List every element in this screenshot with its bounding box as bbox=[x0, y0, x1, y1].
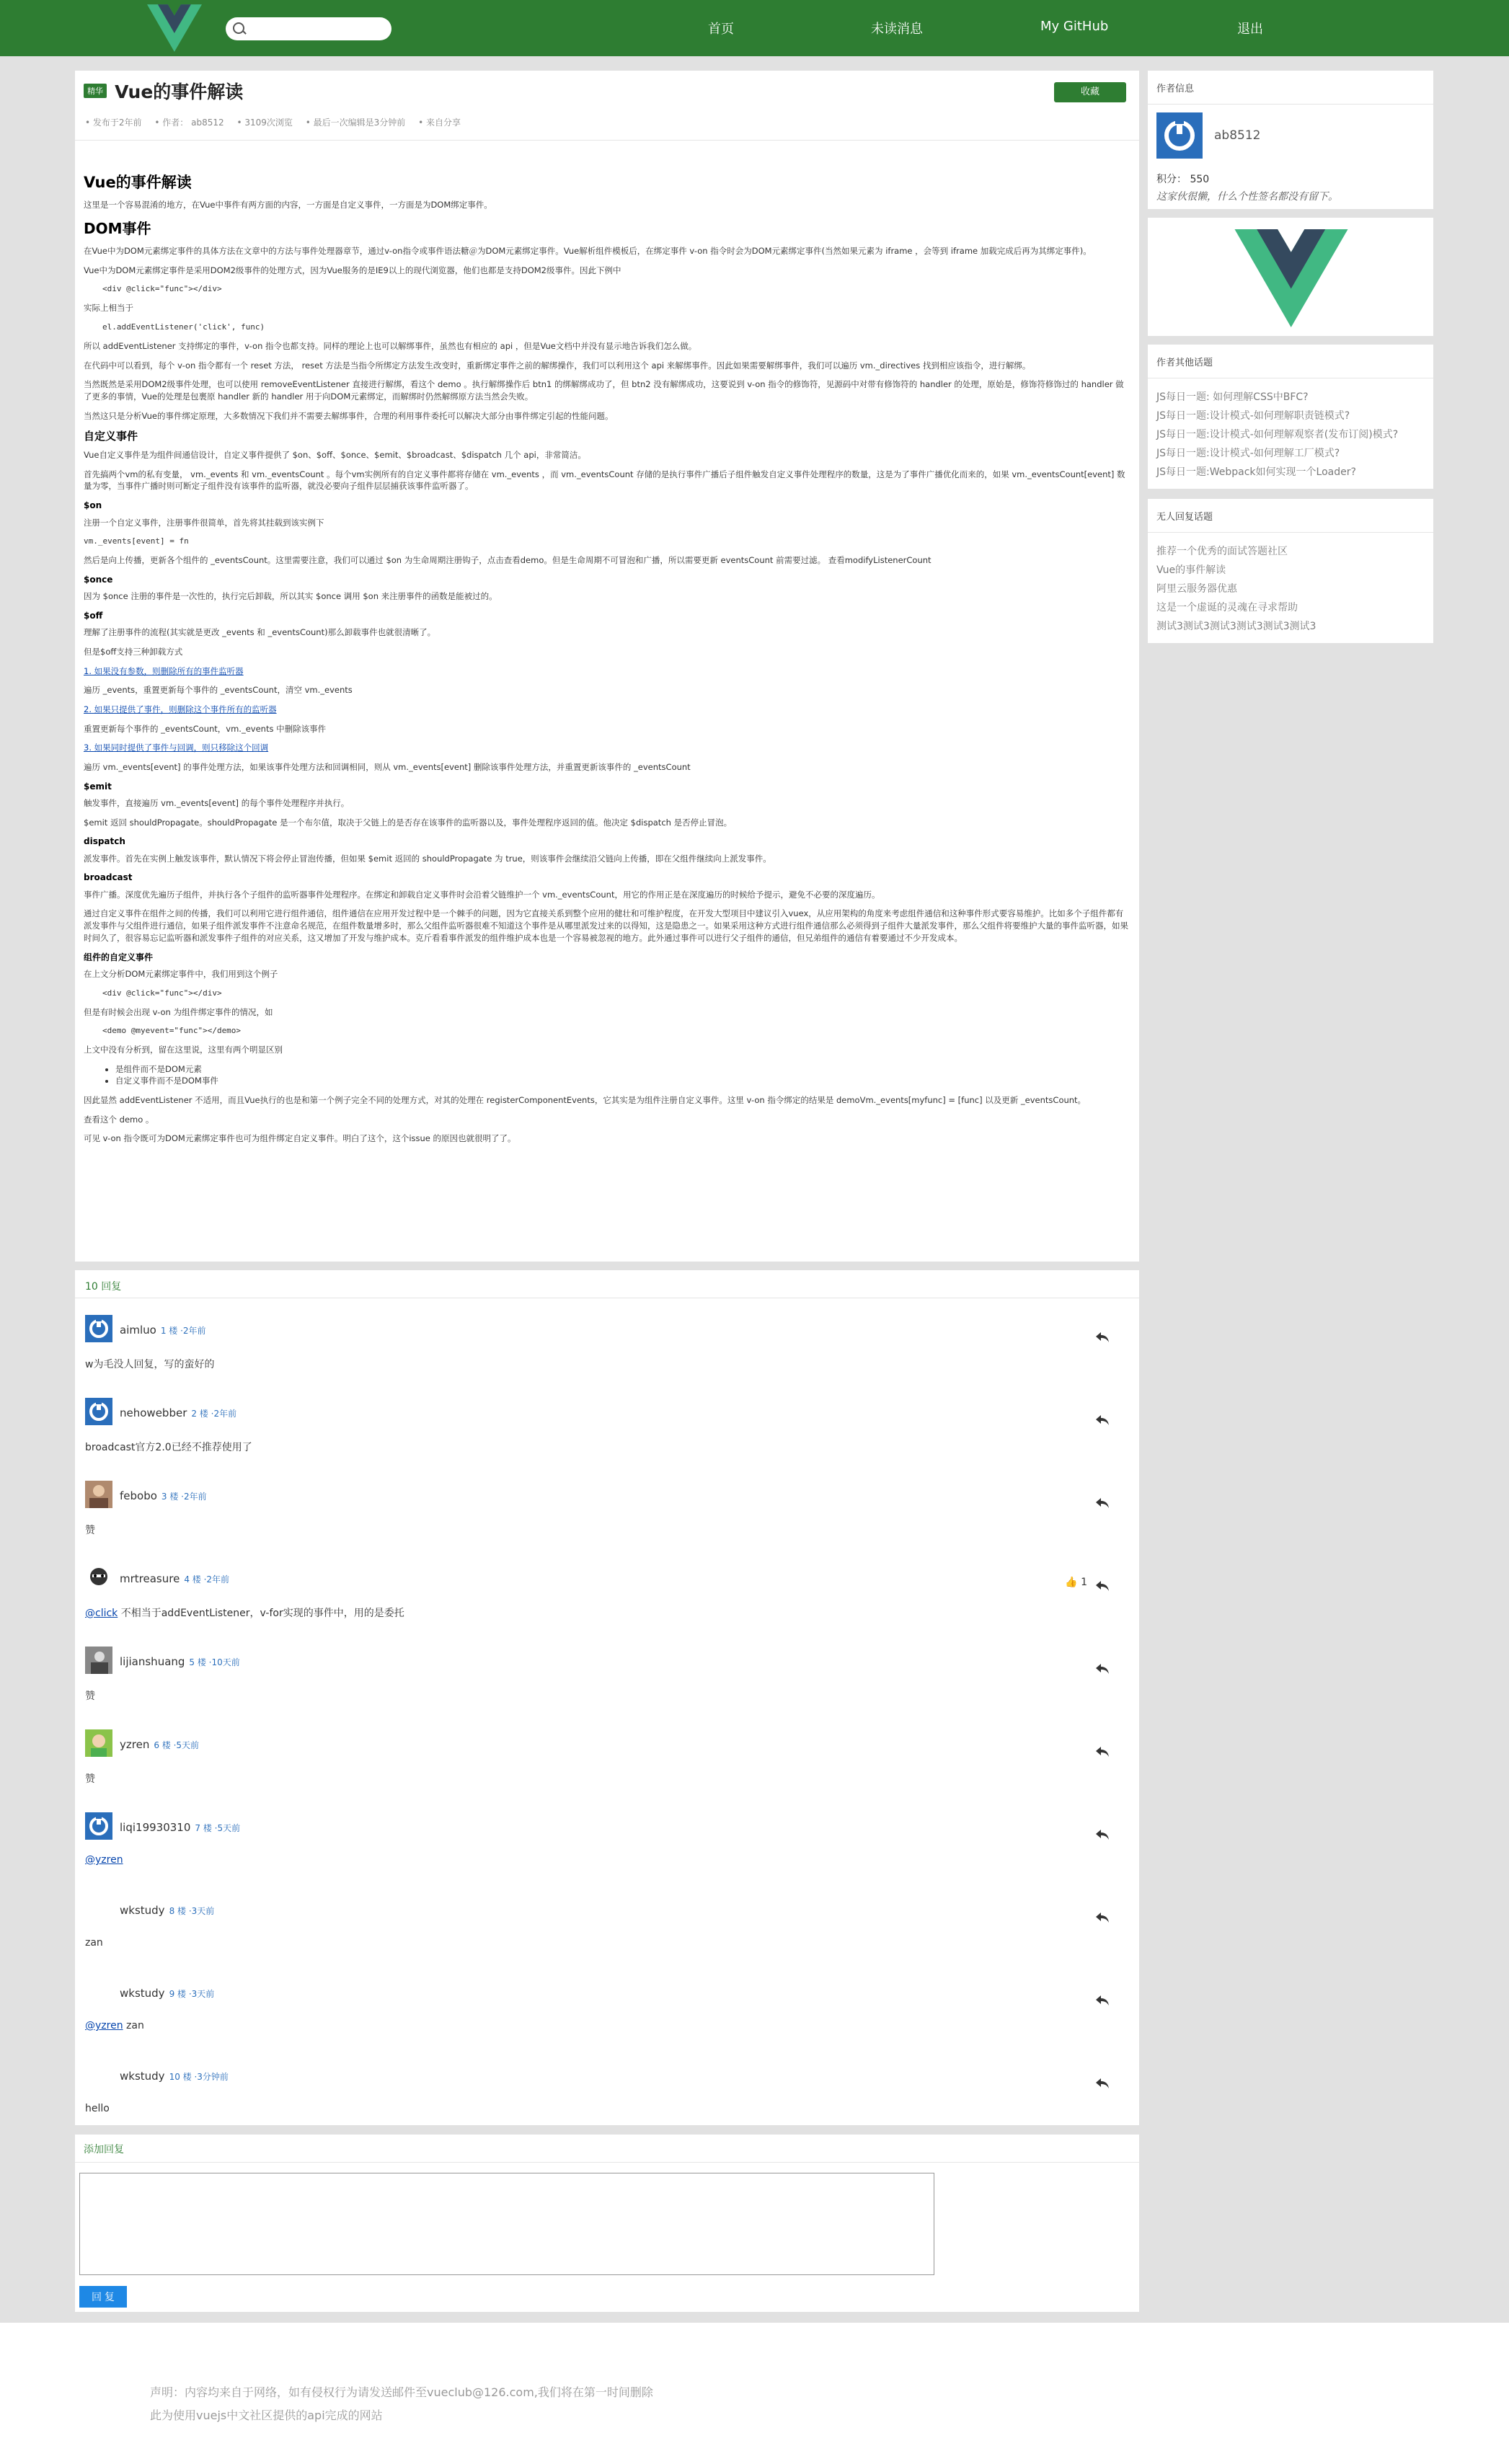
other-topics-list bbox=[1156, 388, 1398, 482]
reply-arrow-icon[interactable] bbox=[1096, 1830, 1109, 1840]
content-paragraph: 派发事件。首先在实例上触发该事件，默认情况下将会停止冒泡传播，但如果 $emit 返回的 shouldPropagate 为 true，则该事件会继续沿父链向上传播，即在父组件继续向上派发事件。 bbox=[84, 853, 771, 864]
search-box[interactable] bbox=[226, 17, 391, 40]
author-info-panel bbox=[1148, 71, 1433, 209]
reply-text: 不相当于addEventListener，v-for实现的事件中，用的是委托 bbox=[118, 1608, 404, 1619]
mention-link[interactable]: @yzren bbox=[85, 1854, 123, 1866]
content-heading: $on bbox=[84, 500, 102, 511]
content-paragraph: 通过自定义事件在组件之间的传播，我们可以利用它进行组件通信，组件通信在应用开发过程中是一个棘手的问题，因为它直接关系到整个应用的健壮和可维护程度，在开发大型项目中建议引入vuex，从应用架构的角度来考虑组件通信和这种事件形式要容易维护。比如多个子组件都有派发事件与父组件进行通信，如果子组件派发事件不注意命名规范，在组件数量增多时，那么父组件监听器很难不知道这个事件是从哪里派发过来的以得知，这是隐患之一。如果采用这种方式进行组件通信那么必须得到子组件大量派发事件，那么父组件将要维护大量的事件监听器，如果时间久了，很容易忘记监听器和派发事件子组件的对应关系，这又增加了开发与维护成本。克斤看看事件派发的组件维护成本也是一个容易被忽视的地方。此外通过事件可以进行父子组件的通信，但兄弟组件的通信有着要通过不少开发成本。 bbox=[84, 908, 1128, 943]
reply-author[interactable] bbox=[120, 1904, 214, 1917]
user-avatar-icon[interactable] bbox=[85, 1398, 112, 1425]
nav-github[interactable]: My GitHub bbox=[1040, 19, 1109, 34]
code-block: <demo @myevent="func"></demo> bbox=[102, 1026, 242, 1036]
topic-content bbox=[84, 172, 1130, 1152]
reply-item bbox=[84, 1729, 1130, 1812]
user-avatar-icon[interactable] bbox=[85, 1729, 112, 1757]
nav-logout[interactable]: 退出 bbox=[1237, 22, 1263, 37]
topic-link[interactable]: 测试3测试3测试3测试3测试3测试3 bbox=[1156, 621, 1316, 632]
reply-submit-button[interactable]: 回 复 bbox=[79, 2286, 127, 2308]
vue-logo-icon bbox=[1234, 229, 1348, 327]
content-paragraph: 可见 v-on 指令既可为DOM元素绑定事件也可为组件绑定自定义事件。明白了这个，这个issue 的原因也就很明了了。 bbox=[84, 1133, 516, 1144]
reply-author-name[interactable]: wkstudy bbox=[120, 2070, 165, 2083]
topic-link[interactable]: JS每日一题:设计模式-如何理解职责链模式? bbox=[1156, 410, 1350, 422]
topic-panel bbox=[75, 71, 1139, 1262]
reply-floor[interactable]: 5 楼 ·10天前 bbox=[189, 1657, 240, 1667]
reply-arrow-icon[interactable] bbox=[1096, 1747, 1109, 1757]
reply-author[interactable] bbox=[120, 1572, 229, 1585]
reply-body bbox=[85, 2103, 110, 2114]
reply-floor[interactable]: 8 楼 ·3天前 bbox=[169, 1906, 215, 1916]
content-paragraph: 在代码中可以看到，每个 v-on 指令都有一个 reset 方法， reset 方法是当指令所绑定方法发生改变时，重新绑定事件之前的解绑操作，我们可以利用这个 api 来解绑事件。因此如果需要解绑事件，我们可以遍历 vm._directives 找到相应该指令，进行解绑。 bbox=[84, 360, 1031, 371]
topic-link[interactable]: JS每日一题: 如何理解CSS中BFC? bbox=[1156, 391, 1309, 403]
list-item: • 是组件而不是DOM元素 bbox=[115, 1063, 1130, 1076]
reply-arrow-icon[interactable] bbox=[1096, 1415, 1109, 1425]
reply-author-name[interactable]: yzren bbox=[120, 1738, 150, 1751]
divider bbox=[1148, 532, 1433, 533]
topic-link[interactable]: 阿里云服务器优惠 bbox=[1156, 583, 1237, 595]
list-item: • 自定义事件而不是DOM事件 bbox=[115, 1075, 1130, 1087]
reply-item bbox=[84, 1895, 1130, 1977]
add-reply-title: 添加回复 bbox=[84, 2144, 124, 2155]
reply-author-name[interactable]: mrtreasure bbox=[120, 1572, 180, 1585]
content-heading: $emit bbox=[84, 781, 112, 792]
topic-link[interactable]: JS每日一题:设计模式-如何理解观察者(发布订阅)模式? bbox=[1156, 429, 1399, 440]
divider bbox=[1148, 104, 1433, 105]
reply-body bbox=[85, 2020, 144, 2031]
reply-floor[interactable]: 4 楼 ·2年前 bbox=[184, 1574, 230, 1585]
nav-unread[interactable]: 未读消息 bbox=[871, 22, 923, 37]
author-motto: 这家伙很懒，什么个性签名都没有留下。 bbox=[1156, 191, 1338, 203]
reply-count: 10 回复 bbox=[85, 1281, 122, 1293]
mention-link[interactable]: @yzren bbox=[85, 2020, 123, 2031]
content-list-item[interactable]: 3. 如果同时提供了事件与回调，则只移除这个回调 bbox=[84, 743, 269, 753]
reply-author[interactable] bbox=[120, 1987, 214, 2000]
reply-floor[interactable]: 1 楼 ·2年前 bbox=[160, 1326, 206, 1336]
meta-source: • 来自分享 bbox=[418, 118, 461, 128]
reply-author-name[interactable]: wkstudy bbox=[120, 1987, 165, 2000]
content-paragraph: Vue自定义事件是为组件间通信设计，自定义事件提供了 $on、$off、$once、$emit、$broadcast、$dispatch 几个 api，非常简洁。 bbox=[84, 450, 586, 461]
topic-link[interactable]: Vue的事件解读 bbox=[1156, 564, 1226, 576]
reply-author[interactable] bbox=[120, 1324, 206, 1337]
content-paragraph: 注册一个自定义事件，注册事件很简单，首先将其挂载到该实例下 bbox=[84, 517, 324, 528]
content-paragraph: 遍历 vm._events[event] 的事件处理方法，如果该事件处理方法和回调相同，则从 vm._events[event] 删除该事件处理方法，并重置更新该事件的 _eventsCount bbox=[84, 761, 691, 772]
divider bbox=[75, 140, 1139, 141]
reply-author-name[interactable]: liqi19930310 bbox=[120, 1821, 191, 1834]
reply-body bbox=[85, 1523, 95, 1537]
topic-link[interactable]: JS每日一题:Webpack如何实现一个Loader? bbox=[1156, 466, 1356, 478]
reply-body bbox=[85, 1854, 123, 1866]
reply-item bbox=[84, 1647, 1130, 1729]
content-paragraph: 事件广播。深度优先遍历子组件，并执行各个子组件的监听器事件处理程序。在绑定和卸载自定义事件时会沿着父链维护一个 vm._eventsCount，用它的作用正是在深度遍历的时候给予提示，避免不必要的深度遍历。 bbox=[84, 889, 880, 900]
content-paragraph: $emit 返回 shouldPropagate。shouldPropagate 是一个布尔值，取决于父链上的是否存在该事件的监听器以及，事件处理程序返回的值。他决定 $dispatch 是否停止冒泡。 bbox=[84, 817, 733, 828]
reply-body bbox=[85, 1771, 95, 1786]
other-topics-title: 作者其他话题 bbox=[1156, 358, 1213, 368]
reply-arrow-icon[interactable] bbox=[1096, 1995, 1109, 2006]
author-avatar-icon[interactable] bbox=[1156, 112, 1203, 159]
reply-item bbox=[84, 1398, 1130, 1480]
reply-floor[interactable]: 10 楼 ·3分钟前 bbox=[169, 2072, 229, 2082]
content-paragraph: 遍历 _events，重置更新每个事件的 _eventsCount，清空 vm._events bbox=[84, 685, 353, 696]
upvote-button[interactable] bbox=[1065, 1577, 1087, 1588]
code-block: el.addEventListener('click', func) bbox=[102, 322, 265, 332]
content-paragraph: 然后是向上传播，更新各个组件的 _eventsCount。这里需要注意，我们可以通过 $on 为生命周期注册钩子，点击查看demo。但是生命周期不可冒泡和广播，所以需要更新 eventsCount 前需要过滤。 查看modifyListenerCount bbox=[84, 555, 931, 566]
user-avatar-icon[interactable] bbox=[85, 1315, 112, 1342]
reply-text: zan bbox=[123, 2020, 144, 2031]
content-heading: 自定义事件 bbox=[84, 430, 138, 443]
reply-author-name[interactable]: wkstudy bbox=[120, 1904, 165, 1917]
reply-author[interactable] bbox=[120, 1489, 207, 1502]
user-avatar-icon[interactable] bbox=[85, 1812, 112, 1840]
meta-posted: • 发布于2年前 bbox=[85, 118, 142, 128]
content-paragraph: 当然既然是采用DOM2级事件处理，也可以使用 removeEventListener 直接进行解绑，看这个 demo 。执行解绑操作后 btn1 的绑解绑成功了，但 btn2 没有解绑成功，这要说到 v-on 指令的修饰符，见源码中对带有修饰符的 handler 的处理，原始是，修饰符修饰过的 handler 做了更多的事情，Vue的处理是包裹原 handler 新的 handler 用于向DOM元素绑定，而解绑时仍然解绑原方法当然会失败。 bbox=[84, 379, 1124, 402]
content-heading: DOM事件 bbox=[84, 220, 151, 238]
content-paragraph: 因此显然 addEventListener 不适用，而且Vue执行的也是和第一个例子完全不同的处理方式，对其的处理在 registerComponentEvents，它其实是为组件注册自定义事件。这里 v-on 指令绑定的结果是 demoVm._events[myfunc] = [func] 以及更新 _eventsCount。 bbox=[84, 1095, 1087, 1106]
reply-text: w为毛没人回复，写的蛮好的 bbox=[85, 1359, 215, 1370]
content-paragraph: 因为 $once 注册的事件是一次性的，执行完后卸载，所以其实 $once 调用 $on 来注册事件的函数是能被过的。 bbox=[84, 591, 497, 602]
replies-panel bbox=[75, 1270, 1139, 2125]
content-paragraph: 所以 addEventListener 支持绑定的事件，v-on 指令也都支持。同样的理论上也可以解绑事件，虽然也有相应的 api ，但是Vue文档中并没有显示地告诉我们怎么做。 bbox=[84, 341, 697, 351]
vue-logo-icon[interactable] bbox=[147, 3, 202, 53]
content-paragraph: 当然这只是分析Vue的事件绑定原理，大多数情况下我们并不需要去解绑事件，合理的利用事件委托可以解决大部分由事件绑定引起的性能问题。 bbox=[84, 410, 614, 421]
search-icon bbox=[233, 22, 244, 34]
reply-arrow-icon[interactable] bbox=[1096, 1332, 1109, 1342]
content-paragraph: 在Vue中为DOM元素绑定事件的具体方法在文章中的方法与事件处理器章节，通过v-on指令或事件语法糖＠为DOM元素绑定事件。Vue解析组件模板后，在绑定事件 v-on 指令时会为DOM元素绑定事件(当然如果元素为 iframe ，会等到 iframe 加载完成后再为其绑定事件)。 bbox=[84, 246, 1092, 257]
reply-arrow-icon[interactable] bbox=[1096, 1581, 1109, 1591]
content-paragraph: 这里是一个容易混淆的地方，在Vue中事件有两方面的内容，一方面是自定义事件，一方面是为DOM绑定事件。 bbox=[84, 200, 492, 210]
content-paragraph: Vue中为DOM元素绑定事件是采用DOM2级事件的处理方式，因为Vue服务的是IE9以上的现代浏览器，他们也都是支持DOM2级事件。因此下例中 bbox=[84, 265, 621, 275]
content-heading: broadcast bbox=[84, 872, 133, 883]
user-avatar-icon[interactable] bbox=[85, 1647, 112, 1674]
author-name[interactable]: ab8512 bbox=[1214, 128, 1261, 143]
topic-title: Vue的事件解读 bbox=[115, 81, 244, 102]
reply-text: 赞 bbox=[85, 1690, 95, 1702]
topic-link[interactable]: JS每日一题:设计模式-如何理解工厂模式? bbox=[1156, 448, 1340, 459]
reply-author-name[interactable]: febobo bbox=[120, 1489, 157, 1502]
reply-item bbox=[84, 1812, 1130, 1894]
topic-link[interactable]: 推荐一个优秀的面试答题社区 bbox=[1156, 546, 1288, 557]
reply-item bbox=[84, 1564, 1130, 1646]
code-block: <div @click="func"></div> bbox=[102, 284, 222, 294]
topic-tag: 精华 bbox=[84, 84, 107, 98]
reply-arrow-icon[interactable] bbox=[1096, 1913, 1109, 1923]
code-block: vm._events[event] = fn bbox=[84, 536, 189, 546]
reply-author-name[interactable]: nehowebber bbox=[120, 1406, 187, 1419]
divider bbox=[75, 2162, 1139, 2163]
reply-text: broadcast官方2.0已经不推荐使用了 bbox=[85, 1442, 252, 1453]
reply-item bbox=[84, 1481, 1130, 1563]
topic-link[interactable]: 这是一个虚诞的灵魂在寻求帮助 bbox=[1156, 602, 1298, 613]
code-block: <div @click="func"></div> bbox=[102, 988, 222, 998]
upvote-count: 1 bbox=[1081, 1577, 1087, 1588]
content-paragraph: 查看这个 demo 。 bbox=[84, 1114, 154, 1125]
reply-body bbox=[85, 1937, 103, 1949]
reply-text: 赞 bbox=[85, 1525, 95, 1536]
reply-author[interactable] bbox=[120, 1655, 240, 1668]
nav-home[interactable]: 首页 bbox=[708, 22, 734, 37]
content-list-item[interactable]: 1. 如果没有参数，则删除所有的事件监听器 bbox=[84, 665, 244, 676]
top-navbar bbox=[0, 0, 1509, 56]
content-heading: dispatch bbox=[84, 836, 125, 847]
reply-floor[interactable]: 7 楼 ·5天前 bbox=[195, 1823, 241, 1833]
reply-author-name[interactable]: aimluo bbox=[120, 1324, 156, 1337]
content-paragraph: 但是有时候会出现 v-on 为组件绑定事件的情况，如 bbox=[84, 1006, 273, 1017]
footer-disclaimer: 声明：内容均来自于网络，如有侵权行为请发送邮件至vueclub@126.com,我们将在第一时间删除 bbox=[150, 2385, 653, 2399]
no-reply-topics-panel bbox=[1148, 499, 1433, 643]
content-list-item[interactable]: 2. 如果只提供了事件，则删除这个事件所有的监听器 bbox=[84, 704, 277, 714]
meta-views: • 3109次浏览 bbox=[236, 118, 292, 128]
reply-arrow-icon[interactable] bbox=[1096, 1498, 1109, 1508]
reply-author[interactable] bbox=[120, 2070, 229, 2083]
content-heading: $off bbox=[84, 610, 103, 621]
content-paragraph: 首先搞两个vm的私有变量， vm._events 和 vm._eventsCount 。每个vm实例所有的自定义事件都将存储在 vm._events ，而 vm._eventsCount 存储的是执行事件广播后子组件触发自定义事件处理程序的数量，这是为了事件广播优化而来的，如果 vm._eventsCount[event] 数量为零，当事件广播时则可断定子组件没有该事件的监听器，就没必要向子组件层层捕获该事件监听器了。 bbox=[84, 469, 1125, 492]
vue-logo-panel bbox=[1148, 218, 1433, 336]
reply-floor[interactable]: 2 楼 ·2年前 bbox=[191, 1409, 237, 1419]
footer-note: 此为使用vuejs中文社区提供的api完成的网站 bbox=[150, 2408, 383, 2422]
reply-floor[interactable]: 9 楼 ·3天前 bbox=[169, 1989, 215, 1999]
author-info-title: 作者信息 bbox=[1156, 84, 1195, 94]
reply-item bbox=[84, 1978, 1130, 2060]
reply-item bbox=[84, 1315, 1130, 1397]
author-other-topics-panel bbox=[1148, 345, 1433, 489]
reply-body bbox=[85, 1357, 214, 1371]
author-score: 积分： 550 bbox=[1156, 174, 1210, 185]
reply-textarea[interactable] bbox=[79, 2173, 934, 2275]
thumbs-up-icon: 👍 bbox=[1065, 1577, 1078, 1588]
reply-arrow-icon[interactable] bbox=[1096, 1664, 1109, 1674]
content-paragraph: 触发事件，直接遍历 vm._events[event] 的每个事件处理程序并执行。 bbox=[84, 798, 350, 809]
reply-body bbox=[85, 1440, 252, 1454]
user-avatar-icon[interactable] bbox=[85, 1564, 112, 1591]
reply-author[interactable] bbox=[120, 1406, 236, 1419]
footer bbox=[0, 2323, 1509, 2464]
content-heading: Vue的事件解读 bbox=[84, 174, 192, 191]
reply-body bbox=[85, 1605, 404, 1620]
content-paragraph: 理解了注册事件的流程(其实就是更改 _events 和 _eventsCount)那么卸载事件也就很清晰了。 bbox=[84, 627, 436, 638]
reply-text: hello bbox=[85, 2103, 110, 2114]
reply-item bbox=[84, 2061, 1130, 2143]
no-reply-title: 无人回复话题 bbox=[1156, 512, 1213, 523]
topic-meta bbox=[85, 116, 471, 128]
content-heading: $once bbox=[84, 574, 113, 585]
reply-author[interactable] bbox=[120, 1738, 199, 1751]
reply-arrow-icon[interactable] bbox=[1096, 2078, 1109, 2088]
meta-edited: • 最后一次编辑是3分钟前 bbox=[306, 118, 406, 128]
content-paragraph: 在上文分析DOM元素绑定事件中，我们用到这个例子 bbox=[84, 968, 278, 979]
content-paragraph: 但是$off支持三种卸载方式 bbox=[84, 646, 183, 657]
reply-text: zan bbox=[85, 1937, 103, 1949]
reply-body bbox=[85, 1688, 95, 1703]
reply-author-name[interactable]: lijianshuang bbox=[120, 1655, 185, 1668]
reply-floor[interactable]: 3 楼 ·2年前 bbox=[161, 1492, 207, 1502]
favorite-button[interactable]: 收藏 bbox=[1054, 82, 1126, 102]
mention-link[interactable]: @click bbox=[85, 1608, 118, 1619]
no-reply-list bbox=[1156, 542, 1316, 636]
content-list bbox=[101, 1063, 1130, 1087]
add-reply-panel bbox=[75, 2135, 1139, 2312]
reply-text: 赞 bbox=[85, 1773, 95, 1785]
meta-author[interactable]: • 作者： ab8512 bbox=[154, 118, 224, 128]
content-paragraph: 重置更新每个事件的 _eventsCount，vm._events 中删除该事件 bbox=[84, 723, 327, 734]
reply-floor[interactable]: 6 楼 ·5天前 bbox=[154, 1740, 200, 1750]
content-paragraph: 上文中没有分析到，留在这里说，这里有两个明显区别 bbox=[84, 1045, 283, 1055]
user-avatar-icon[interactable] bbox=[85, 1481, 112, 1508]
content-heading: 组件的自定义事件 bbox=[84, 952, 154, 962]
reply-author[interactable] bbox=[120, 1821, 240, 1834]
content-paragraph: 实际上相当于 bbox=[84, 303, 133, 314]
